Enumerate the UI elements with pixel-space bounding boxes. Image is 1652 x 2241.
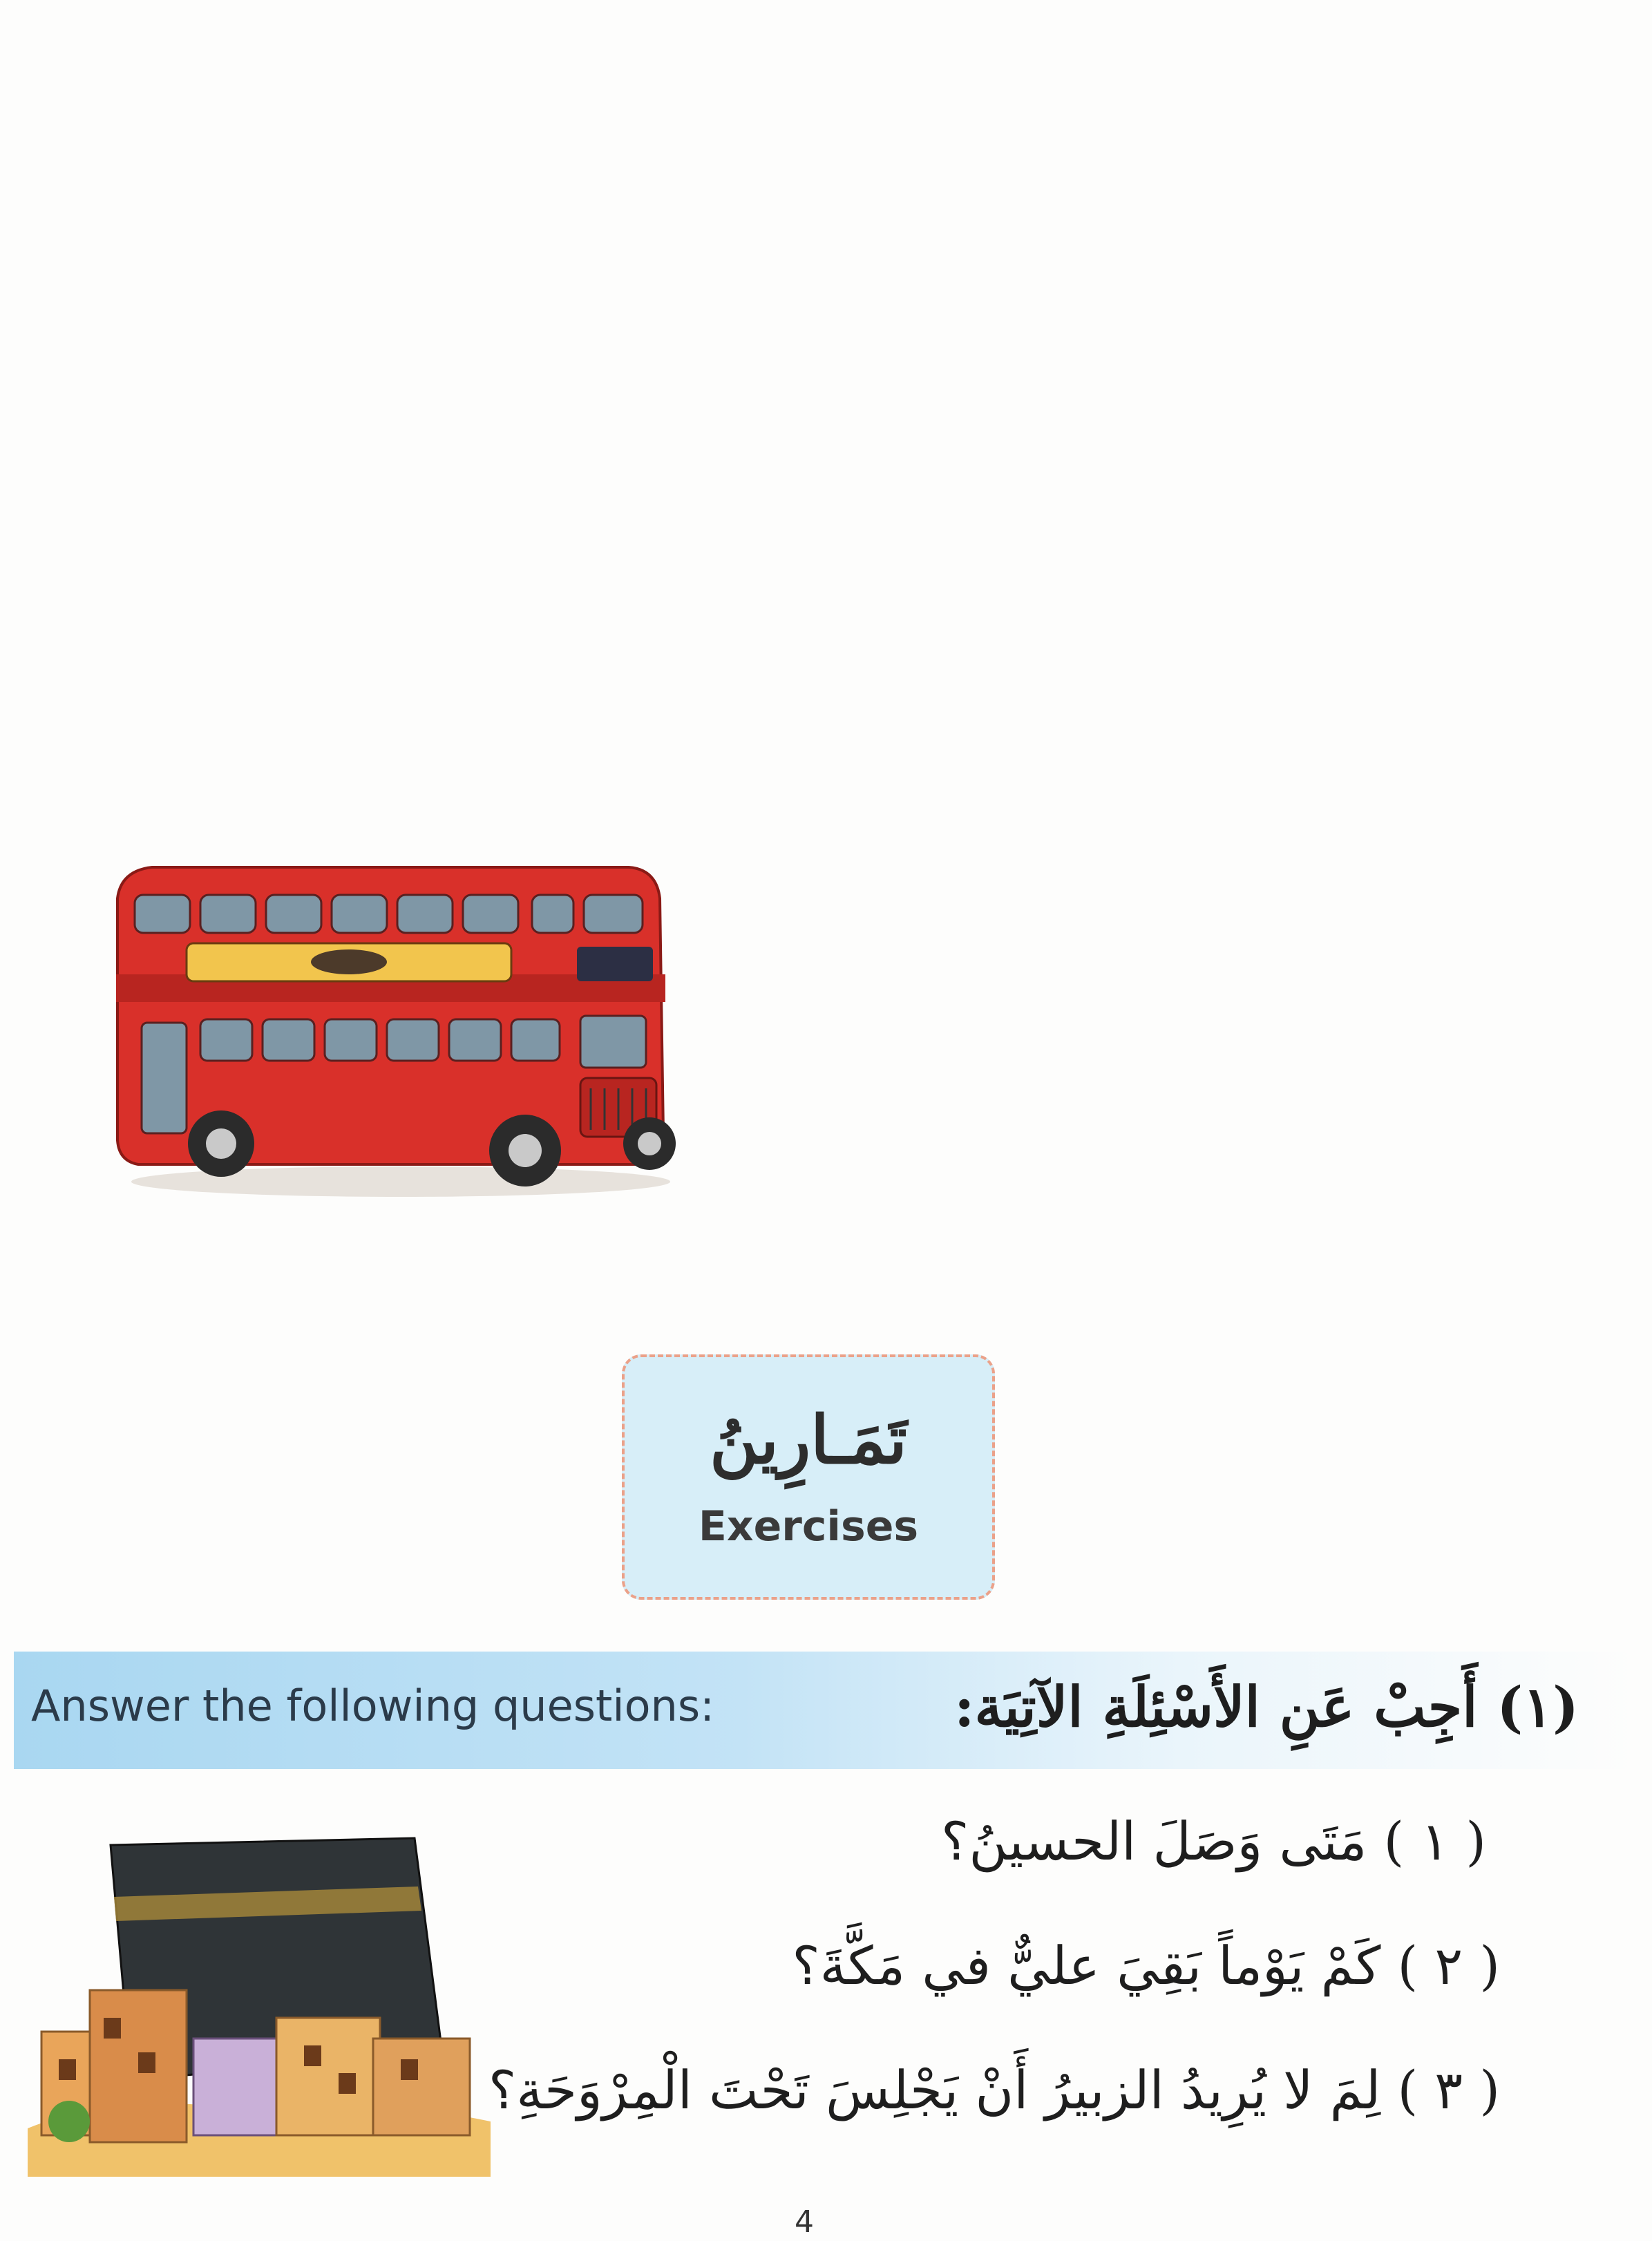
question-item: ( ١ ) مَتَى وَصَلَ الحسينُ؟ xyxy=(941,1810,1486,1872)
questions-instruction-ar: (١) أَجِبْ عَنِ الأَسْئِلَةِ الآتِيَة: xyxy=(953,1674,1579,1739)
exercises-title-en: Exercises xyxy=(698,1502,919,1551)
exercises-heading-box xyxy=(622,1354,995,1600)
double-decker-bus-illustration xyxy=(104,857,677,1202)
questions-instruction-en: Answer the following questions: xyxy=(31,1681,715,1731)
page-number: 4 xyxy=(795,2204,814,2240)
question-item: ( ٢ ) كَمْ يَوْماً بَقِيَ عليٌّ في مَكَّةَ؟ xyxy=(792,1935,1500,1996)
exercises-title-ar: تَمَـارِينُ xyxy=(710,1401,907,1479)
questions-header-band xyxy=(14,1652,1634,1769)
question-item: ( ٣ ) لِمَ لا يُرِيدُ الزبيرُ أَنْ يَجْلِسَ تَحْتَ الْمِرْوَحَةِ؟ xyxy=(488,2059,1500,2121)
kaaba-illustration xyxy=(28,1831,491,2177)
